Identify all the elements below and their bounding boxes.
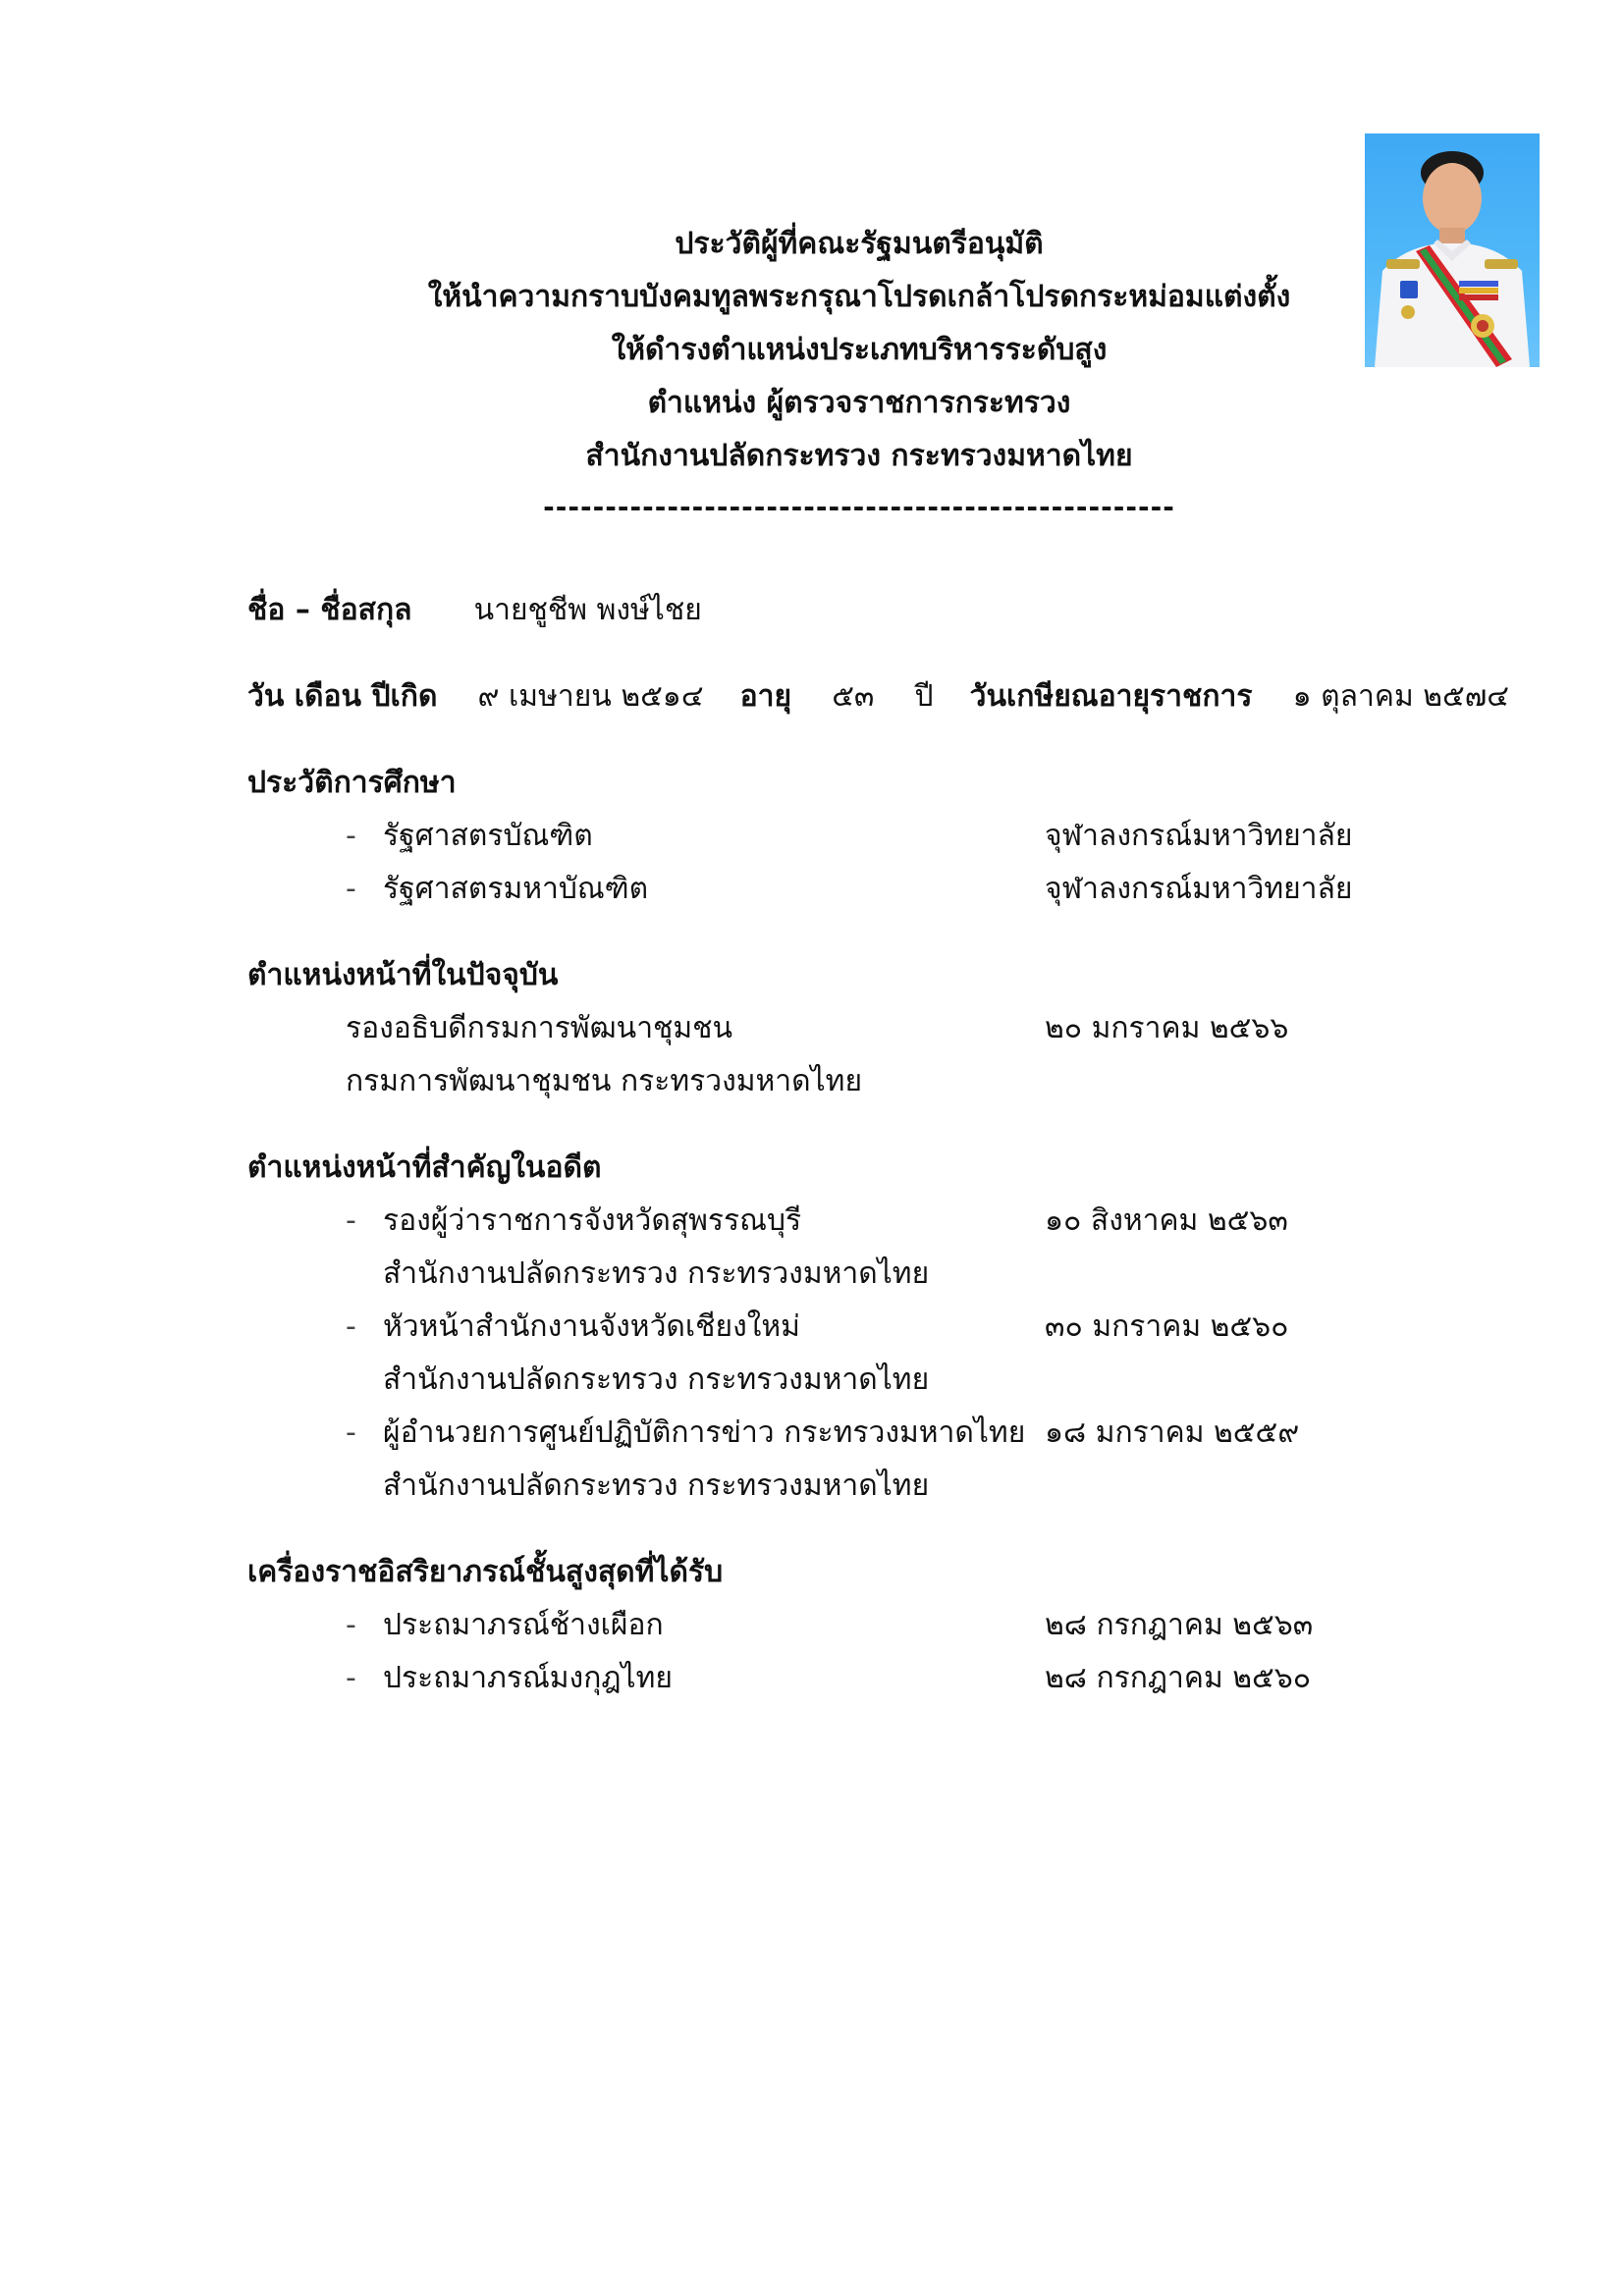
education-degree: รัฐศาสตรบัณฑิต <box>383 819 593 853</box>
past-position-item <box>346 1414 1025 1453</box>
list-dash: - <box>346 1415 356 1450</box>
past-positions-title: ตำแหน่งหน้าที่สำคัญในอดีต <box>247 1150 602 1185</box>
education-institution: จุฬาลงกรณ์มหาวิทยาลัย <box>1045 819 1353 853</box>
current-position-name: รองอธิบดีกรมการพัฒนาชุมชน <box>346 1011 733 1045</box>
education-item <box>346 870 648 909</box>
header-divider: --------------------------------------------------- <box>543 491 1175 523</box>
past-position-item <box>346 1308 800 1347</box>
decorations-title: เครื่องราชอิสริยาภรณ์ชั้นสูงสุดที่ได้รับ <box>247 1555 724 1589</box>
current-position-org: กรมการพัฒนาชุมชน กระทรวงมหาดไทย <box>346 1064 863 1098</box>
birth-row <box>247 677 1509 717</box>
age-unit: ปี <box>914 679 934 714</box>
decoration-item <box>346 1659 673 1698</box>
past-position-org: สำนักงานปลัดกระทรวง กระทรวงมหาดไทย <box>383 1468 930 1503</box>
education-item <box>346 817 593 856</box>
list-dash: - <box>346 1608 356 1642</box>
past-position-name: หัวหน้าสำนักงานจังหวัดเชียงใหม่ <box>383 1309 800 1344</box>
name-value: นายชูชีพ พงษ์ไชย <box>473 593 702 627</box>
birth-value: ๙ เมษายน ๒๕๑๔ <box>477 679 704 714</box>
name-label: ชื่อ – ชื่อสกุล <box>247 593 412 627</box>
document-header <box>295 218 1424 532</box>
age-value: ๕๓ <box>832 679 875 714</box>
birth-label: วัน เดือน ปีเกิด <box>247 679 438 714</box>
list-dash: - <box>346 1203 356 1238</box>
current-position-title: ตำแหน่งหน้าที่ในปัจจุบัน <box>247 958 559 992</box>
list-dash: - <box>346 872 356 906</box>
header-line-3: ให้ดำรงตำแหน่งประเภทบริหารระดับสูง <box>611 333 1108 367</box>
past-position-date: ๑๘ มกราคม ๒๕๕๙ <box>1045 1415 1300 1450</box>
education-degree: รัฐศาสตรมหาบัณฑิต <box>383 872 649 906</box>
past-position-name: ผู้อำนวยการศูนย์ปฏิบัติการข่าว กระทรวงมหาดไทย <box>383 1415 1026 1450</box>
retire-label: วันเกษียณอายุราชการ <box>969 679 1253 714</box>
current-position-date: ๒๐ มกราคม ๒๕๖๖ <box>1045 1011 1289 1045</box>
header-agency: สำนักงานปลัดกระทรวง กระทรวงมหาดไทย <box>585 439 1133 473</box>
retire-value: ๑ ตุลาคม ๒๕๗๔ <box>1292 679 1510 714</box>
decoration-date: ๒๘ กรกฎาคม ๒๕๖๐ <box>1045 1661 1312 1695</box>
past-position-date: ๓๐ มกราคม ๒๕๖๐ <box>1045 1309 1289 1344</box>
header-title: ประวัติผู้ที่คณะรัฐมนตรีอนุมัติ <box>675 227 1044 261</box>
decoration-name: ประถมาภรณ์ช้างเผือก <box>383 1608 664 1642</box>
past-position-org: สำนักงานปลัดกระทรวง กระทรวงมหาดไทย <box>383 1362 930 1397</box>
decoration-date: ๒๘ กรกฎาคม ๒๕๖๓ <box>1045 1608 1314 1642</box>
age-label: อายุ <box>739 679 792 714</box>
header-position: ตำแหน่ง ผู้ตรวจราชการกระทรวง <box>647 386 1071 420</box>
past-position-name: รองผู้ว่าราชการจังหวัดสุพรรณบุรี <box>383 1203 802 1238</box>
list-dash: - <box>346 1309 356 1344</box>
education-institution: จุฬาลงกรณ์มหาวิทยาลัย <box>1045 872 1353 906</box>
past-position-item <box>346 1201 801 1241</box>
name-row <box>247 591 702 630</box>
past-position-org: สำนักงานปลัดกระทรวง กระทรวงมหาดไทย <box>383 1256 930 1291</box>
list-dash: - <box>346 819 356 853</box>
list-dash: - <box>346 1661 356 1695</box>
education-title: ประวัติการศึกษา <box>247 766 457 800</box>
decoration-name: ประถมาภรณ์มงกุฎไทย <box>383 1661 673 1695</box>
header-line-2: ให้นำความกราบบังคมทูลพระกรุณาโปรดเกล้าโปรดกระหม่อมแต่งตั้ง <box>427 280 1291 314</box>
past-position-date: ๑๐ สิงหาคม ๒๕๖๓ <box>1045 1203 1288 1238</box>
decoration-item <box>346 1606 664 1645</box>
